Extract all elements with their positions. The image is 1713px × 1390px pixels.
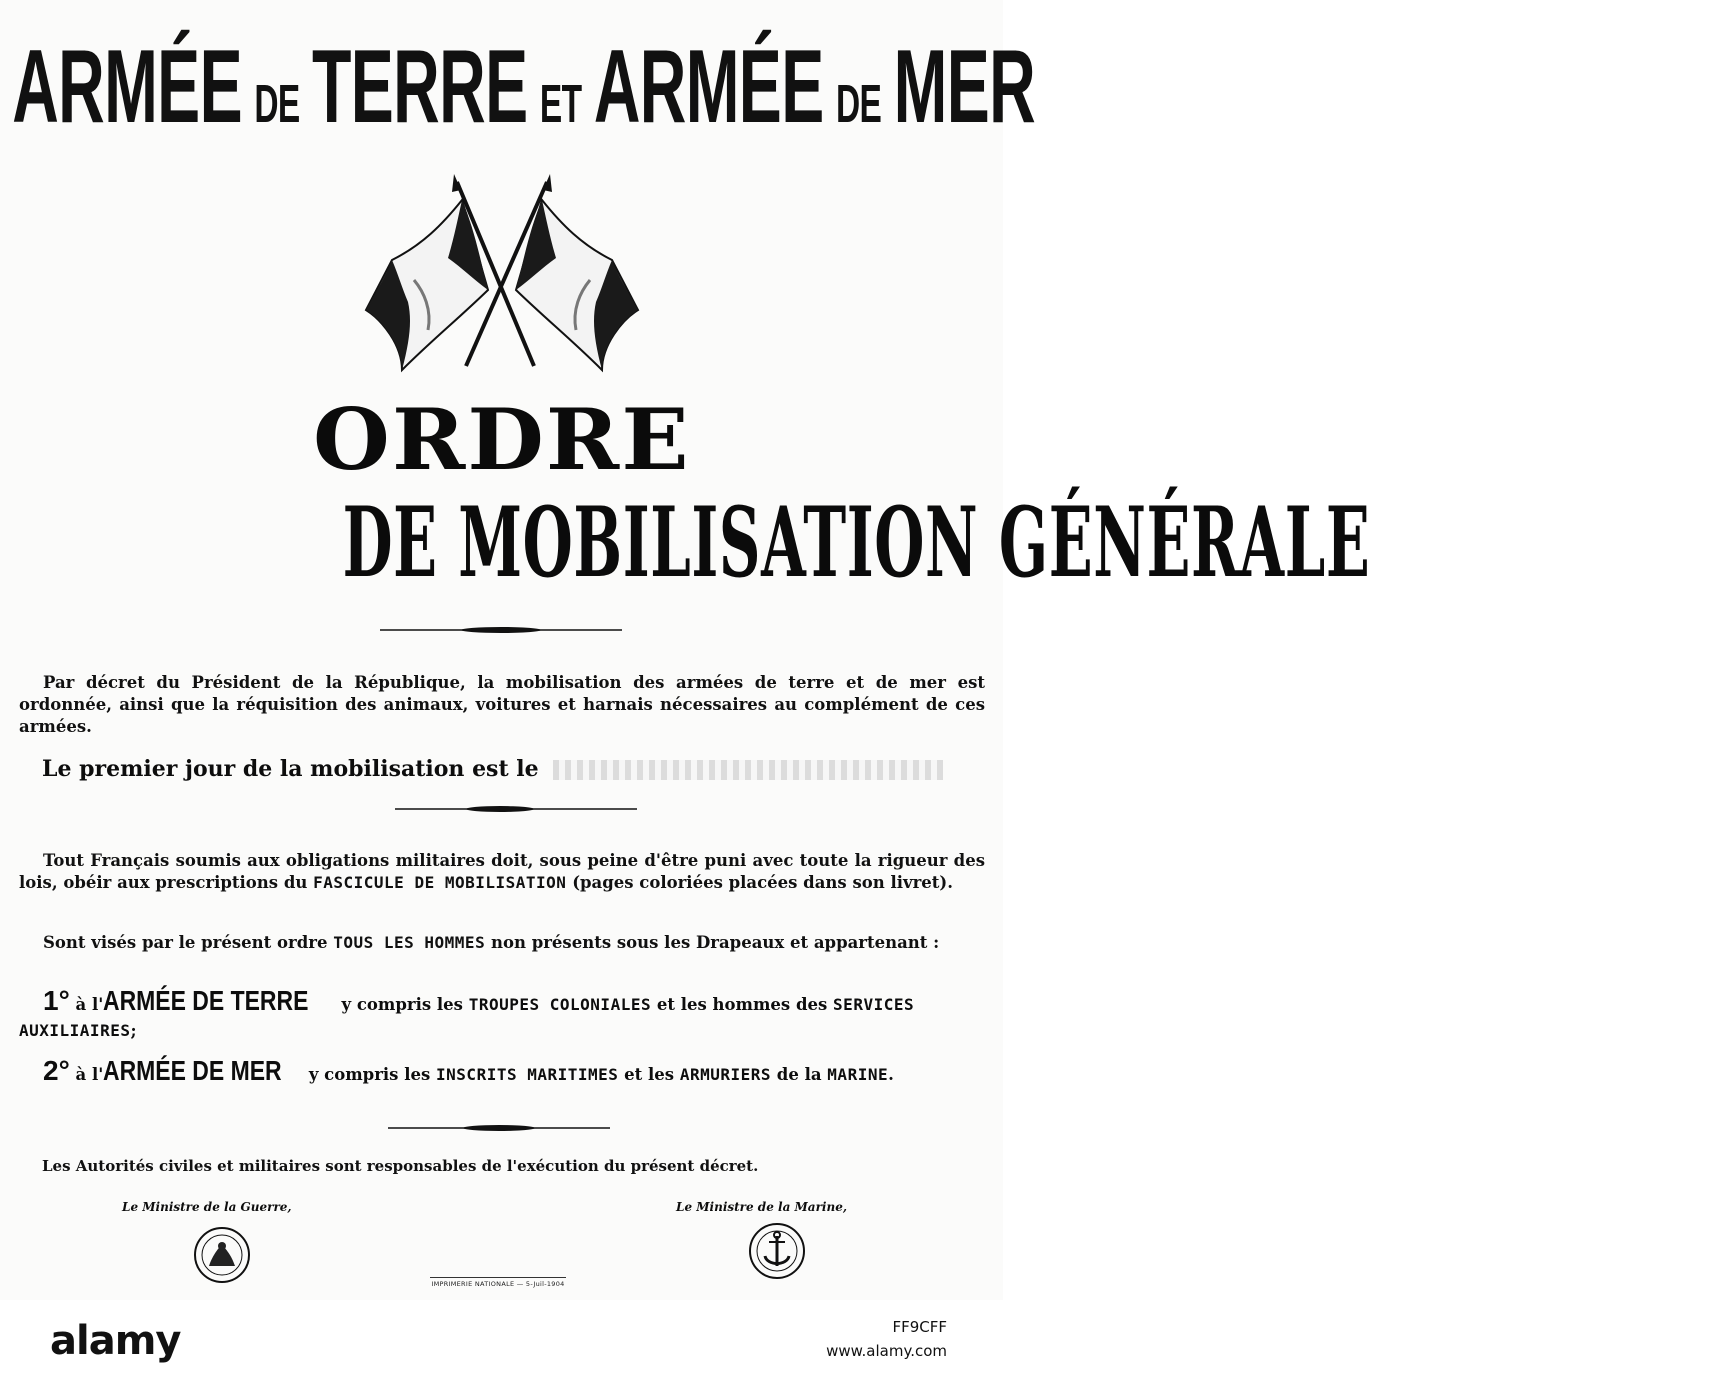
- site-url: www.alamy.com: [826, 1342, 947, 1360]
- divider-ornament: [395, 804, 637, 814]
- crossed-flags-icon: [362, 170, 642, 375]
- headline-word: DE: [254, 74, 300, 134]
- title-mobilisation-generale: DE MOBILISATION GÉNÉRALE: [342, 486, 1371, 599]
- headline-word: TERRE: [312, 29, 528, 145]
- headline-word: ARMÉE: [12, 29, 242, 145]
- headline-word: MER: [893, 29, 1036, 145]
- first-day-handwritten-date: [553, 760, 943, 780]
- obligations-paragraph: Tout Français soumis aux obligations militaires doit, sous peine d'être puni avec toute la rigueur des lois, obéir aux prescriptions du FASCICULE DE MOBILISATION (pages coloriées placées dans son livret).: [19, 851, 985, 892]
- title-ordre: ORDRE: [312, 390, 691, 489]
- decree-paragraph: Par décret du Président de la République, la mobilisation des armées de terre et de mer est ordonnée, ainsi que la réquisition des animaux, voitures et harnais nécessaires au complément de ces armées.: [19, 673, 985, 736]
- signature-minister-of-war: Le Ministre de la Guerre,: [122, 1200, 292, 1214]
- closing-statement: Les Autorités civiles et militaires sont responsables de l'exécution du présent décret.: [42, 1157, 759, 1175]
- divider-ornament: [380, 625, 622, 635]
- signature-minister-of-navy: Le Ministre de la Marine,: [676, 1200, 847, 1214]
- first-day-line: Le premier jour de la mobilisation est le: [42, 756, 943, 782]
- targets-paragraph: Sont visés par le présent ordre TOUS LES HOMMES non présents sous les Drapeaux et appartenant :: [43, 933, 940, 952]
- alamy-logo: alamy: [50, 1318, 181, 1364]
- headline-word: DE: [835, 74, 882, 134]
- headline-row: [6, 22, 1036, 183]
- headline-word: ET: [539, 74, 582, 134]
- poster-headline: [0, 22, 1036, 152]
- list-item-armee-de-mer: 2° à l'ARMÉE DE MER y compris les INSCRITS MARITIMES et les ARMURIERS de la MARINE.: [43, 1055, 894, 1086]
- divider-ornament: [388, 1123, 610, 1133]
- war-ministry-seal-icon: [193, 1226, 251, 1284]
- printer-imprint: IMPRIMERIE NATIONALE — 5-Juil-1904: [430, 1277, 566, 1288]
- headline-word: ARMÉE: [593, 29, 824, 145]
- image-id: FF9CFF: [892, 1318, 947, 1336]
- navy-ministry-anchor-seal-icon: [748, 1222, 806, 1280]
- list-item-armee-de-terre: 1° à l'ARMÉE DE TERRE y compris les TROUPES COLONIALES et les hommes des SERVICES AUXILIAIRES;: [19, 985, 915, 1040]
